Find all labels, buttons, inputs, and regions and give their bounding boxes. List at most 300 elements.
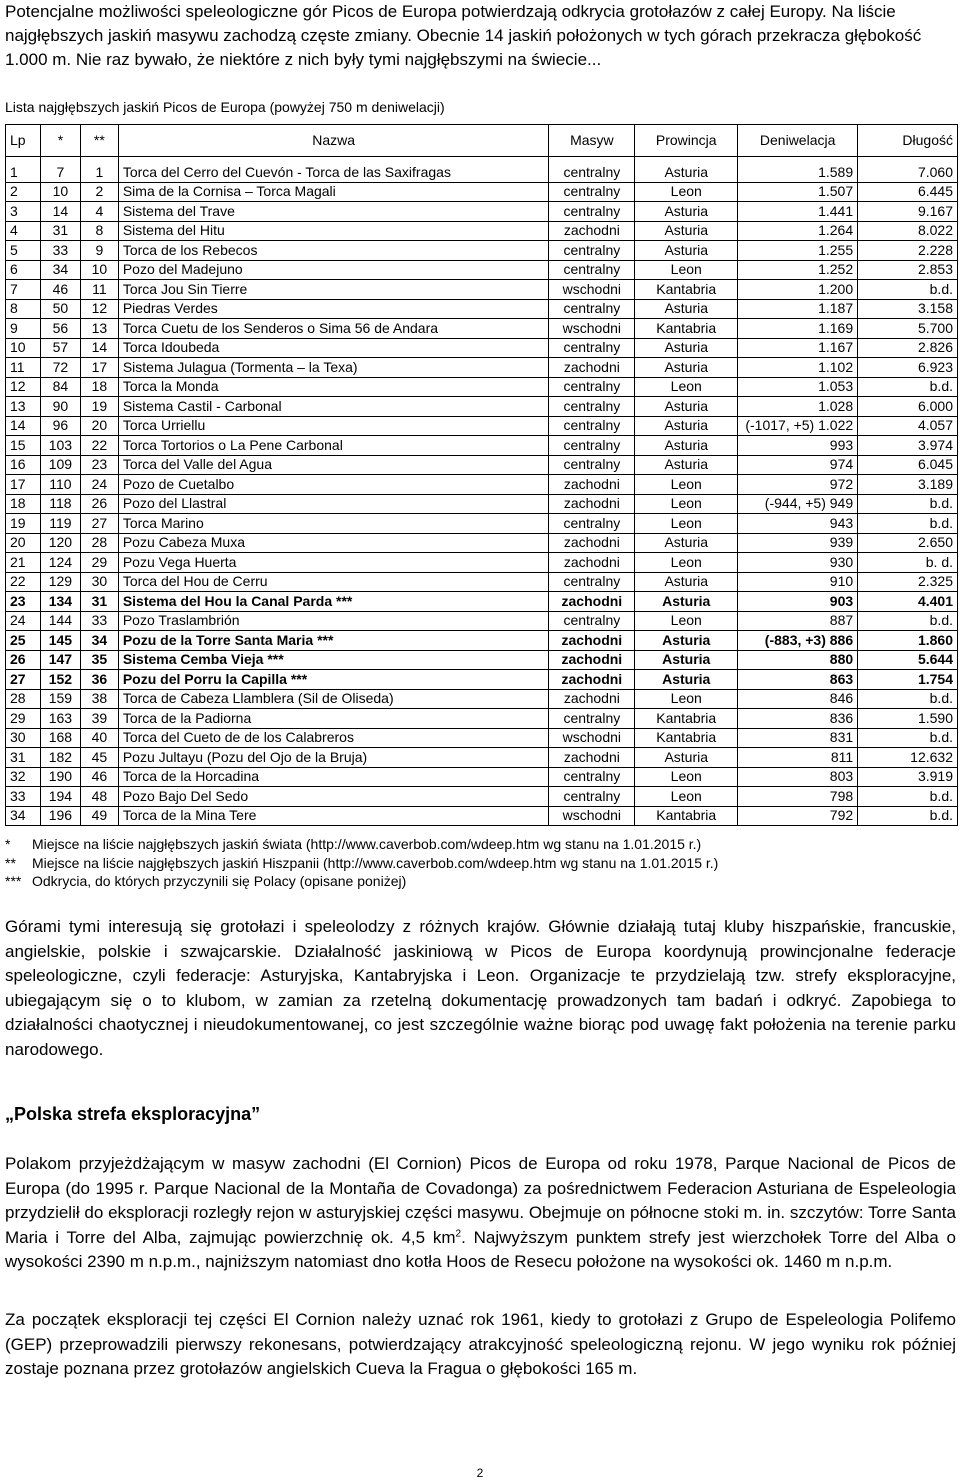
cell-world-rank: 31 [40,221,80,241]
cell-lp: 16 [6,455,41,475]
cell-name: Sistema Castil - Carbonal [118,397,549,417]
table-row [6,689,958,709]
cell-depth: 863 [738,670,858,690]
cell-name: Sistema del Hou la Canal Parda *** [118,592,549,612]
cell-lp: 26 [6,650,41,670]
cell-massif: wschodni [549,319,635,339]
cell-world-rank: 120 [40,533,80,553]
cell-lp: 9 [6,319,41,339]
cell-name: Sistema del Trave [118,202,549,222]
col-header-province: Prowincja [635,125,738,157]
cell-world-rank: 144 [40,611,80,631]
cell-province: Asturia [635,221,738,241]
cell-lp: 7 [6,280,41,300]
cell-province: Leon [635,611,738,631]
table-row [6,728,958,748]
cell-world-rank: 124 [40,553,80,573]
cell-spain-rank: 36 [80,670,118,690]
table-caption: Lista najgłębszych jaskiń Picos de Europa (powyżej 750 m deniwelacji) [5,99,445,115]
cell-spain-rank: 26 [80,494,118,514]
cell-province: Leon [635,767,738,787]
cell-name: Pozo del Madejuno [118,260,549,280]
table-row [6,358,958,378]
cell-province: Leon [635,553,738,573]
cell-name: Pozu Jultayu (Pozu del Ojo de la Bruja) [118,748,549,768]
cell-length: 6.445 [858,182,958,202]
table-header-row [6,125,958,157]
cell-spain-rank: 2 [80,182,118,202]
footnote-1 [5,835,718,854]
cell-length: 7.060 [858,163,958,182]
cell-world-rank: 33 [40,241,80,261]
cell-massif: wschodni [549,280,635,300]
cell-spain-rank: 23 [80,455,118,475]
cell-province: Asturia [635,748,738,768]
cell-lp: 25 [6,631,41,651]
cell-massif: centralny [549,767,635,787]
cell-lp: 8 [6,299,41,319]
cell-name: Torca Tortorios o La Pene Carbonal [118,436,549,456]
cell-lp: 1 [6,163,41,182]
section-heading: „Polska strefa eksploracyjna” [5,1104,261,1124]
table-row [6,572,958,592]
cell-province: Asturia [635,631,738,651]
cell-name: Pozo del Llastral [118,494,549,514]
cell-province: Kantabria [635,806,738,826]
cell-massif: centralny [549,397,635,417]
cell-depth: 846 [738,689,858,709]
cell-province: Asturia [635,241,738,261]
page-number: 2 [476,1466,484,1480]
cell-name: Torca Jou Sin Tierre [118,280,549,300]
cell-massif: centralny [549,514,635,534]
cell-name: Pozo de Cuetalbo [118,475,549,495]
cell-spain-rank: 19 [80,397,118,417]
cell-name: Pozu del Porru la Capilla *** [118,670,549,690]
cell-lp: 33 [6,787,41,807]
cell-world-rank: 10 [40,182,80,202]
footnote-3 [5,872,718,891]
cell-depth: 887 [738,611,858,631]
col-header-massif: Masyw [549,125,635,157]
cell-length: b.d. [858,280,958,300]
cell-lp: 15 [6,436,41,456]
cell-lp: 30 [6,728,41,748]
table-row [6,241,958,261]
cell-province: Leon [635,787,738,807]
cell-massif: centralny [549,611,635,631]
cell-depth: 803 [738,767,858,787]
cell-province: Asturia [635,650,738,670]
cell-name: Pozu Cabeza Muxa [118,533,549,553]
cell-length: 2.853 [858,260,958,280]
cell-length: 2.325 [858,572,958,592]
cell-lp: 17 [6,475,41,495]
cell-massif: centralny [549,202,635,222]
cell-massif: centralny [549,182,635,202]
cell-spain-rank: 8 [80,221,118,241]
table-row [6,280,958,300]
cell-length: 4.057 [858,416,958,436]
cell-length: 1.754 [858,670,958,690]
cell-name: Pozu de la Torre Santa Maria *** [118,631,549,651]
cell-lp: 29 [6,709,41,729]
cell-lp: 5 [6,241,41,261]
cell-lp: 13 [6,397,41,417]
cell-massif: centralny [549,338,635,358]
cell-lp: 3 [6,202,41,222]
cell-lp: 23 [6,592,41,612]
cell-world-rank: 50 [40,299,80,319]
cell-length: 4.401 [858,592,958,612]
cell-name: Sistema Cemba Vieja *** [118,650,549,670]
cell-spain-rank: 17 [80,358,118,378]
cell-depth: 1.028 [738,397,858,417]
footnotes [5,835,718,891]
cell-massif: centralny [549,455,635,475]
cell-world-rank: 7 [40,163,80,182]
cell-province: Leon [635,182,738,202]
cell-lp: 4 [6,221,41,241]
cell-spain-rank: 39 [80,709,118,729]
cell-province: Asturia [635,202,738,222]
cell-province: Kantabria [635,728,738,748]
cell-province: Kantabria [635,319,738,339]
cell-world-rank: 110 [40,475,80,495]
cell-name: Pozo Traslambrión [118,611,549,631]
superscript-2: 2 [455,1227,462,1239]
cell-length: b.d. [858,611,958,631]
cell-lp: 22 [6,572,41,592]
cell-province: Asturia [635,670,738,690]
footnote-text: Miejsce na liście najgłębszych jaskiń Hiszpanii (http://www.caverbob.com/wdeep.htm wg stanu na 1.01.2015 r.) [32,854,719,871]
cell-lp: 6 [6,260,41,280]
cell-lp: 31 [6,748,41,768]
cell-depth: 1.507 [738,182,858,202]
cell-depth: 943 [738,514,858,534]
cell-world-rank: 46 [40,280,80,300]
table-row [6,182,958,202]
cell-depth: 811 [738,748,858,768]
intro-paragraph: Potencjalne możliwości speleologiczne gór Picos de Europa potwierdzają odkrycia grotołazów z całej Europy. Na liście najgłębszych jaskiń masywu zachodzą częste zmiany. Obecnie 14 jaskiń położonych w tych górach przekracza głębokość 1.000 m. Nie raz bywało, że niektóre z nich były tymi najgłębszymi na świecie... [5,2,922,69]
cell-spain-rank: 49 [80,806,118,826]
cell-spain-rank: 46 [80,767,118,787]
cell-depth: (-1017, +5) 1.022 [738,416,858,436]
cell-length: 6.000 [858,397,958,417]
table-row [6,299,958,319]
cell-spain-rank: 20 [80,416,118,436]
cell-depth: 1.252 [738,260,858,280]
col-header-world-rank: * [40,125,80,157]
cell-name: Torca del Valle del Agua [118,455,549,475]
cell-spain-rank: 38 [80,689,118,709]
cell-name: Pozo Bajo Del Sedo [118,787,549,807]
cell-length: b.d. [858,514,958,534]
caves-table [5,124,958,826]
table-row [6,494,958,514]
cell-name: Sistema del Hitu [118,221,549,241]
cell-world-rank: 152 [40,670,80,690]
cell-length: 6.045 [858,455,958,475]
cell-province: Leon [635,475,738,495]
cell-spain-rank: 31 [80,592,118,612]
cell-depth: 1.264 [738,221,858,241]
table-row [6,319,958,339]
cell-length: 5.700 [858,319,958,339]
cell-depth: 1.169 [738,319,858,339]
cell-length: b.d. [858,494,958,514]
cell-depth: 792 [738,806,858,826]
cell-length: 5.644 [858,650,958,670]
cell-massif: zachodni [549,689,635,709]
cell-province: Leon [635,377,738,397]
cell-spain-rank: 28 [80,533,118,553]
cell-world-rank: 109 [40,455,80,475]
cell-length: 9.167 [858,202,958,222]
col-header-length: Długość [858,125,958,157]
cell-spain-rank: 12 [80,299,118,319]
cell-spain-rank: 30 [80,572,118,592]
cell-lp: 12 [6,377,41,397]
cell-depth: 903 [738,592,858,612]
cell-depth: 880 [738,650,858,670]
cell-world-rank: 182 [40,748,80,768]
cell-province: Asturia [635,416,738,436]
cell-depth: 831 [738,728,858,748]
cell-province: Leon [635,260,738,280]
col-header-depth: Deniwelacja [738,125,858,157]
cell-world-rank: 190 [40,767,80,787]
cell-length: b.d. [858,806,958,826]
cell-lp: 19 [6,514,41,534]
cell-world-rank: 34 [40,260,80,280]
cell-massif: zachodni [549,748,635,768]
cell-name: Torca de la Padiorna [118,709,549,729]
cell-depth: 798 [738,787,858,807]
cell-province: Asturia [635,533,738,553]
cell-name: Torca del Cerro del Cuevón - Torca de las Saxifragas [118,163,549,182]
paragraph-polish-zone-part2: . Najwyższym punktem strefy jest wierzchołek Torre del Alba o wysokości 2390 m n.p.m., najniższym natomiast dno kotła Hoos de Resecu położone na wysokości ok. 1460 m n.p.m. [5,1227,956,1271]
cell-depth: 974 [738,455,858,475]
cell-spain-rank: 13 [80,319,118,339]
cell-lp: 28 [6,689,41,709]
cell-spain-rank: 35 [80,650,118,670]
cell-length: b.d. [858,689,958,709]
cell-depth: 836 [738,709,858,729]
cell-spain-rank: 27 [80,514,118,534]
cell-spain-rank: 24 [80,475,118,495]
cell-name: Torca del Hou de Cerru [118,572,549,592]
table-row [6,670,958,690]
cell-length: 3.919 [858,767,958,787]
cell-world-rank: 56 [40,319,80,339]
cell-name: Torca Urriellu [118,416,549,436]
cell-massif: centralny [549,787,635,807]
table-row [6,592,958,612]
cell-spain-rank: 14 [80,338,118,358]
table-row [6,553,958,573]
cell-world-rank: 129 [40,572,80,592]
col-header-name: Nazwa [118,125,549,157]
cell-massif: centralny [549,377,635,397]
col-header-spain-rank: ** [80,125,118,157]
cell-depth: 910 [738,572,858,592]
table-row [6,650,958,670]
cell-length: 2.650 [858,533,958,553]
cell-name: Torca del Cueto de de los Calabreros [118,728,549,748]
table-row [6,533,958,553]
cell-spain-rank: 10 [80,260,118,280]
cell-world-rank: 145 [40,631,80,651]
cell-province: Asturia [635,592,738,612]
cell-length: 1.860 [858,631,958,651]
cell-province: Asturia [635,299,738,319]
cell-depth: 1.102 [738,358,858,378]
cell-massif: zachodni [549,533,635,553]
table-row [6,436,958,456]
cell-length: b.d. [858,787,958,807]
cell-spain-rank: 34 [80,631,118,651]
cell-lp: 2 [6,182,41,202]
table-row [6,455,958,475]
cell-massif: zachodni [549,553,635,573]
paragraph-polish-zone [5,1152,956,1275]
cell-spain-rank: 4 [80,202,118,222]
footnote-mark: ** [5,854,16,871]
cell-length: b.d. [858,728,958,748]
table-row [6,748,958,768]
cell-world-rank: 134 [40,592,80,612]
cell-spain-rank: 11 [80,280,118,300]
table-row [6,709,958,729]
cell-length: 12.632 [858,748,958,768]
cell-depth: 930 [738,553,858,573]
cell-massif: centralny [549,241,635,261]
cell-spain-rank: 1 [80,163,118,182]
cell-spain-rank: 29 [80,553,118,573]
cell-lp: 32 [6,767,41,787]
cell-name: Torca de Cabeza Llamblera (Sil de Oliseda) [118,689,549,709]
cell-depth: (-944, +5) 949 [738,494,858,514]
cell-length: 3.189 [858,475,958,495]
cell-massif: centralny [549,572,635,592]
table-row [6,806,958,826]
cell-spain-rank: 48 [80,787,118,807]
cell-world-rank: 96 [40,416,80,436]
cell-province: Asturia [635,436,738,456]
cell-lp: 20 [6,533,41,553]
cell-name: Pozu Vega Huerta [118,553,549,573]
cell-world-rank: 14 [40,202,80,222]
table-row [6,260,958,280]
cell-length: 3.974 [858,436,958,456]
cell-province: Asturia [635,338,738,358]
cell-world-rank: 147 [40,650,80,670]
footnote-mark: *** [5,873,22,889]
cell-lp: 11 [6,358,41,378]
cell-province: Leon [635,689,738,709]
cell-massif: zachodni [549,592,635,612]
cell-world-rank: 168 [40,728,80,748]
table-row [6,631,958,651]
cell-province: Kantabria [635,280,738,300]
cell-spain-rank: 18 [80,377,118,397]
table-row [6,787,958,807]
cell-depth: 1.053 [738,377,858,397]
cell-province: Leon [635,494,738,514]
cell-depth: 1.167 [738,338,858,358]
cell-world-rank: 72 [40,358,80,378]
cell-length: 1.590 [858,709,958,729]
cell-massif: zachodni [549,650,635,670]
footnote-2 [5,854,718,873]
table-row [6,514,958,534]
cell-depth: 939 [738,533,858,553]
table-row [6,377,958,397]
paragraph-organizations: Górami tymi interesują się grotołazi i speleolodzy z różnych krajów. Głównie działają tutaj kluby hiszpańskie, francuskie, angielskie, polskie i szwajcarskie. Działalność jaskiniową w Picos de Europa koordynują prowincjonalne federacje speleologiczne, czyli federacje: Asturyjska, Kantabryjska i Leon. Organizacje te przydzielają tzw. strefy eksploracyjne, ubiegającym się o to klubom, w zamian za rzetelną dokumentację prowadzonych tam badań i odkryć. Zapobiega to działalności chaotycznej i nieudokumentowanej, co jest szczególnie ważne biorąc pod uwagę fakt położenia na terenie parku narodowego. [5,917,956,1059]
cell-world-rank: 90 [40,397,80,417]
cell-massif: centralny [549,260,635,280]
cell-name: Sima de la Cornisa – Torca Magali [118,182,549,202]
cell-depth: 1.441 [738,202,858,222]
cell-length: 2.228 [858,241,958,261]
cell-spain-rank: 22 [80,436,118,456]
cell-length: b.d. [858,377,958,397]
cell-province: Kantabria [635,709,738,729]
cell-spain-rank: 33 [80,611,118,631]
cell-massif: wschodni [549,728,635,748]
cell-lp: 18 [6,494,41,514]
cell-name: Torca Marino [118,514,549,534]
cell-world-rank: 163 [40,709,80,729]
cell-province: Asturia [635,455,738,475]
cell-spain-rank: 40 [80,728,118,748]
table-row [6,163,958,182]
cell-length: 2.826 [858,338,958,358]
cell-massif: centralny [549,163,635,182]
cell-lp: 24 [6,611,41,631]
cell-province: Asturia [635,163,738,182]
cell-world-rank: 57 [40,338,80,358]
cell-massif: centralny [549,299,635,319]
cell-world-rank: 119 [40,514,80,534]
cell-name: Torca Idoubeda [118,338,549,358]
table-row [6,767,958,787]
cell-name: Torca Cuetu de los Senderos o Sima 56 de Andara [118,319,549,339]
cell-massif: centralny [549,416,635,436]
cell-massif: centralny [549,709,635,729]
cell-depth: 1.187 [738,299,858,319]
table-row [6,221,958,241]
cell-world-rank: 196 [40,806,80,826]
cell-lp: 34 [6,806,41,826]
cell-name: Torca de los Rebecos [118,241,549,261]
footnote-text: Odkrycia, do których przyczynili się Polacy (opisane poniżej) [32,873,407,889]
cell-length: 3.158 [858,299,958,319]
cell-province: Asturia [635,358,738,378]
footnote-mark: * [5,836,11,852]
cell-province: Leon [635,514,738,534]
cell-world-rank: 103 [40,436,80,456]
cell-name: Sistema Julagua (Tormenta – la Texa) [118,358,549,378]
cell-massif: zachodni [549,494,635,514]
cell-massif: zachodni [549,475,635,495]
cell-name: Torca de la Mina Tere [118,806,549,826]
cell-massif: zachodni [549,221,635,241]
cell-world-rank: 118 [40,494,80,514]
table-row [6,202,958,222]
cell-depth: 1.200 [738,280,858,300]
